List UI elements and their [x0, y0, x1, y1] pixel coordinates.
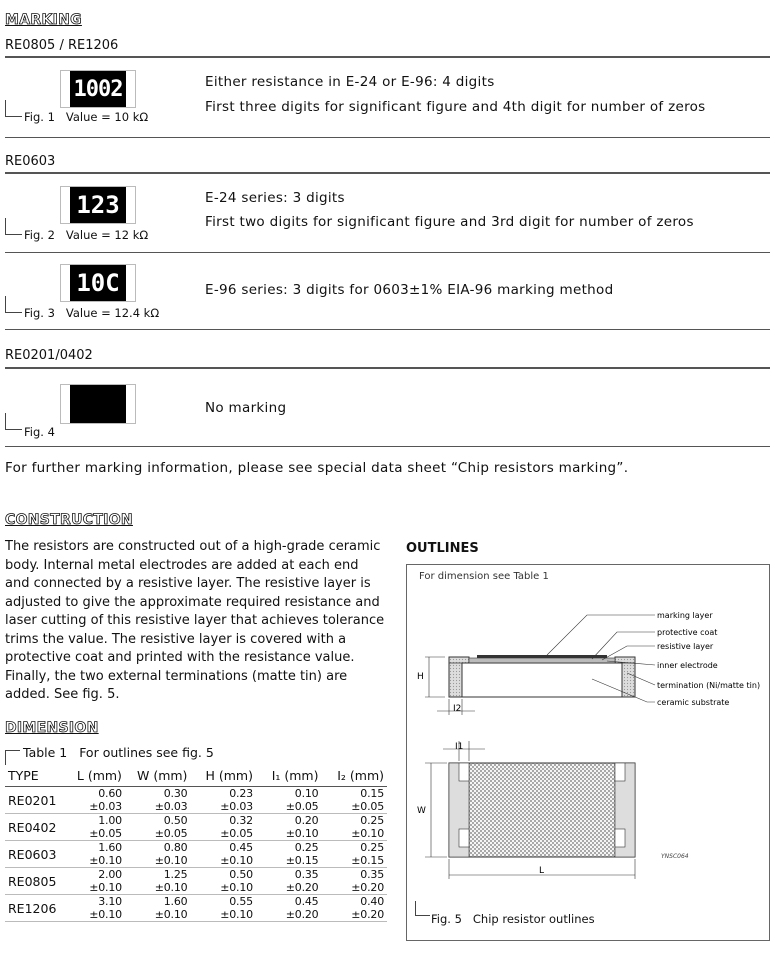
fig-4-label: Fig. 4: [24, 425, 55, 439]
table-cell: 0.23 ±0.03: [190, 787, 256, 814]
table-bracket: [5, 750, 20, 765]
table-row: [5, 895, 387, 922]
table-row: [5, 841, 387, 868]
dim-i2: I2: [453, 704, 462, 714]
dim-w: W: [417, 806, 426, 816]
divider: [5, 56, 770, 58]
label-marking-layer: marking layer: [657, 611, 713, 620]
table-header-row: [5, 764, 387, 787]
table-cell: 0.45 ±0.20: [256, 895, 322, 922]
table-cell: 1.60 ±0.10: [59, 841, 125, 868]
table-row: [5, 814, 387, 841]
divider: [5, 137, 770, 138]
divider: [5, 172, 770, 174]
table-cell: 0.35 ±0.20: [256, 868, 322, 895]
table-cell: 0.40 ±0.20: [321, 895, 387, 922]
col-header: W (mm): [125, 764, 191, 787]
fig-number: Fig. 2: [24, 228, 55, 242]
table-cell: 3.10 ±0.10: [59, 895, 125, 922]
ceramic-substrate: [449, 663, 635, 697]
fig-caption: Chip resistor outlines: [472, 912, 595, 926]
fig-value: Value = 10 kΩ: [65, 110, 149, 124]
label-inner-electrode: inner electrode: [657, 661, 718, 670]
resistive-area: [469, 763, 615, 857]
col-header: TYPE: [5, 764, 59, 787]
table-label: Table 1: [23, 745, 68, 760]
table-cell: 0.50 ±0.05: [125, 814, 191, 841]
table-note: For outlines see fig. 5: [79, 745, 214, 760]
divider: [5, 252, 770, 253]
fig-bracket: [5, 100, 22, 117]
table-cell: RE0201: [5, 787, 59, 814]
table-caption: [23, 745, 214, 760]
fig-3-desc-1: E-96 series: 3 digits for 0603±1% EIA-96 marking method: [205, 282, 614, 298]
fig-number: Fig. 5: [431, 912, 462, 926]
table-cell: 0.10 ±0.05: [256, 787, 322, 814]
col-header: I₁ (mm): [256, 764, 322, 787]
outline-drawing: [407, 565, 769, 940]
table-cell: 2.00 ±0.10: [59, 868, 125, 895]
construction-title: CONSTRUCTION: [5, 512, 133, 528]
table-cell: 0.30 ±0.03: [125, 787, 191, 814]
fig-3-label: [24, 306, 159, 320]
fig-2-desc-1: E-24 series: 3 digits: [205, 190, 345, 206]
table-cell: 0.25 ±0.15: [256, 841, 322, 868]
fig-number: Fig. 1: [24, 110, 55, 124]
dimension-title: DIMENSION: [5, 720, 99, 736]
chip-fig-4: [60, 384, 136, 424]
fig-1-label: [24, 110, 148, 124]
marking-title: MARKING: [5, 12, 82, 28]
chip-fig-1: [60, 70, 136, 108]
divider: [5, 329, 770, 330]
col-header: I₂ (mm): [321, 764, 387, 787]
dim-h: H: [417, 672, 424, 682]
fig-number: Fig. 3: [24, 306, 55, 320]
fig-1-desc-2: First three digits for significant figure and 4th digit for number of zeros: [205, 99, 706, 115]
table-cell: 0.50 ±0.10: [190, 868, 256, 895]
chip-fig-2: [60, 186, 136, 224]
chip-body-unmarked: [70, 385, 126, 423]
table-cell: 1.60 ±0.10: [125, 895, 191, 922]
subtitle-re0805: RE0805 / RE1206: [5, 38, 119, 53]
drawing-code: YNSC064: [661, 853, 689, 860]
table-row: [5, 868, 387, 895]
fig-bracket: [415, 901, 430, 916]
fig-bracket: [5, 413, 22, 430]
col-header: H (mm): [190, 764, 256, 787]
table-cell: 0.20 ±0.10: [256, 814, 322, 841]
chip-marking-code: 1002: [70, 71, 126, 107]
fig-bracket: [5, 218, 22, 235]
outlines-title: OUTLINES: [406, 541, 479, 556]
table-cell: 0.32 ±0.05: [190, 814, 256, 841]
dim-l: L: [539, 866, 545, 876]
protective-coat: [469, 658, 615, 663]
table-cell: 0.15 ±0.05: [321, 787, 387, 814]
fig-value: Value = 12.4 kΩ: [65, 306, 160, 320]
table-cell: 0.25 ±0.10: [321, 814, 387, 841]
fig-1-desc-1: Either resistance in E-24 or E-96: 4 digits: [205, 74, 495, 90]
dimension-table: [5, 764, 387, 922]
table-cell: 0.60 ±0.03: [59, 787, 125, 814]
label-termination: termination (Ni/matte tin): [657, 681, 761, 690]
outlines-figure-box: [406, 564, 770, 941]
table-cell: RE0603: [5, 841, 59, 868]
col-header: L (mm): [59, 764, 125, 787]
chip-marking-code: 123: [70, 187, 126, 223]
fig-4-desc-1: No marking: [205, 400, 287, 416]
marking-layer: [477, 655, 607, 658]
chip-marking-code: 10C: [70, 265, 126, 301]
table-cell: RE0402: [5, 814, 59, 841]
fig-2-desc-2: First two digits for significant figure and 3rd digit for number of zeros: [205, 214, 694, 230]
fig-value: Value = 12 kΩ: [65, 228, 149, 242]
label-resistive-layer: resistive layer: [657, 642, 714, 651]
table-cell: 0.45 ±0.10: [190, 841, 256, 868]
marking-footnote: For further marking information, please see special data sheet “Chip resistors marking”.: [5, 460, 629, 476]
table-cell: 0.25 ±0.15: [321, 841, 387, 868]
table-cell: RE1206: [5, 895, 59, 922]
chip-fig-3: [60, 264, 136, 302]
subtitle-re0201: RE0201/0402: [5, 348, 93, 363]
table-cell: 1.25 ±0.10: [125, 868, 191, 895]
fig-5-label: [431, 912, 595, 926]
fig-2-label: [24, 228, 148, 242]
divider: [5, 446, 770, 447]
subtitle-re0603: RE0603: [5, 154, 56, 169]
label-ceramic-substrate: ceramic substrate: [657, 698, 730, 707]
construction-text: The resistors are constructed out of a high-grade ceramic body. Internal metal electrodes are added at each end and connected by a resistive layer. The resistive layer is adjusted to give the approximate required resistance and laser cutting of this resistive layer that achieves tolerance trims the value. The resistive layer is covered with a protective coat and printed with the resistance value. Finally, the two external terminations (matte tin) are added. See fig. 5.: [5, 539, 385, 702]
outlines-note: For dimension see Table 1: [419, 571, 549, 582]
divider: [5, 367, 770, 369]
top-view: [449, 763, 635, 857]
table-cell: 0.55 ±0.10: [190, 895, 256, 922]
table-cell: 0.80 ±0.10: [125, 841, 191, 868]
label-protective-coat: protective coat: [657, 628, 718, 637]
table-cell: 1.00 ±0.05: [59, 814, 125, 841]
table-cell: RE0805: [5, 868, 59, 895]
fig-bracket: [5, 296, 22, 313]
table-row: [5, 787, 387, 814]
table-cell: 0.35 ±0.20: [321, 868, 387, 895]
dim-i1: I1: [455, 742, 464, 752]
